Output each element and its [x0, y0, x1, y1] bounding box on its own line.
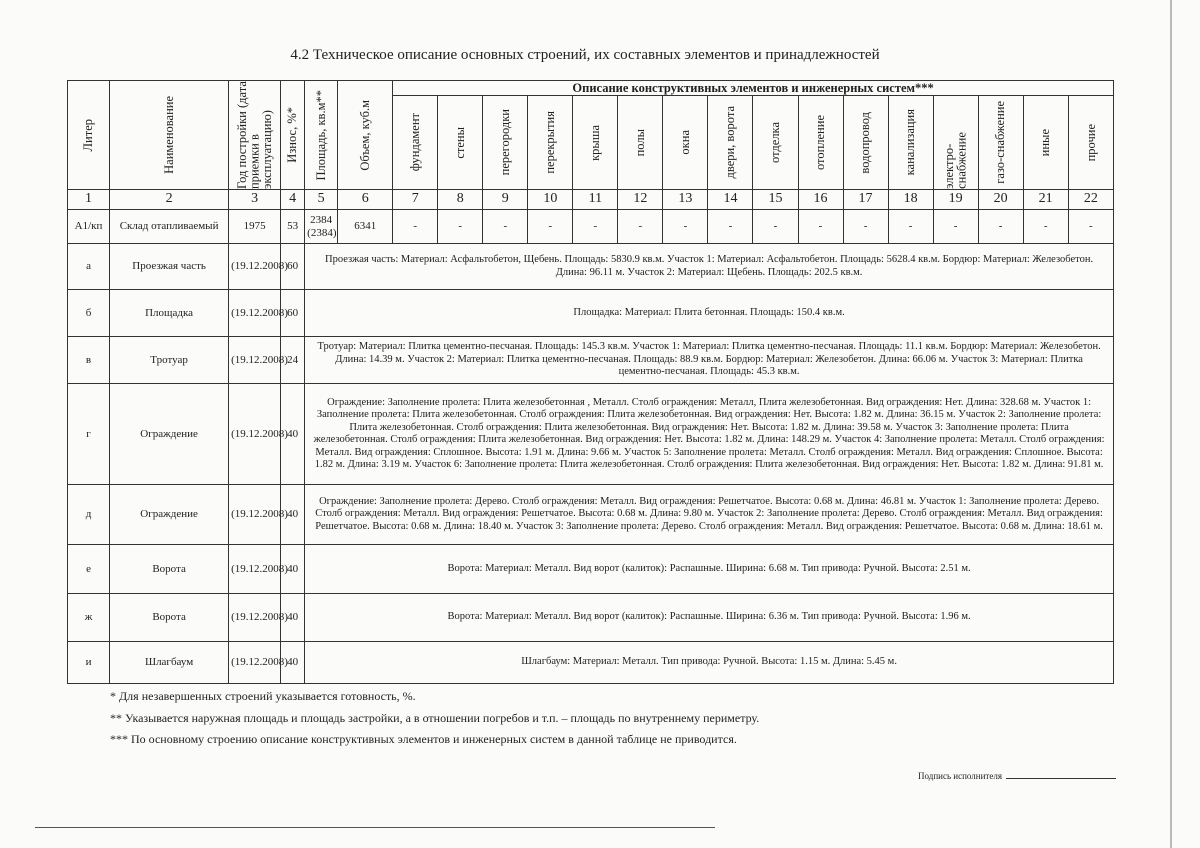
cell-dash: - [978, 210, 1023, 244]
header-subcol [708, 96, 753, 190]
table-row [68, 244, 1114, 290]
header-group: Описание конструктивных элементов и инженерных систем*** [393, 81, 1114, 96]
column-number: 15 [753, 190, 798, 210]
cell-wear: 40 [281, 485, 305, 545]
cell-description: Площадка: Материал: Плита бетонная. Площадь: 150.4 кв.м. [305, 290, 1114, 337]
cell-dash: - [798, 210, 843, 244]
bottom-stamp-strip [35, 805, 715, 828]
header-col [305, 81, 338, 190]
table-row [68, 290, 1114, 337]
cell-wear: 60 [281, 244, 305, 290]
cell-year: (19.12.2008) [229, 290, 281, 337]
column-number: 21 [1023, 190, 1068, 210]
cell-year: (19.12.2008) [229, 384, 281, 485]
header-subcol [1068, 96, 1113, 190]
header-label: отделка [768, 122, 783, 164]
cell-description: Шлагбаум: Материал: Металл. Тип привода: Ручной. Высота: 1.15 м. Длина: 5.45 м. [305, 642, 1114, 684]
header-subcol [393, 96, 438, 190]
cell-description: Проезжая часть: Материал: Асфальтобетон, Щебень. Площадь: 5830.9 кв.м. Участок 1: Материал: Асфальтобетон. Площадь: 5628.4 кв.м. Бордюр: Материал: Железобетон. Длина: 96.11 м. Участок 2: Материал: Щебень. Площадь: 202.5 кв.м. [305, 244, 1114, 290]
footnote-1: * Для незавершенных строений указывается готовность, %. [110, 689, 416, 703]
header-col [68, 81, 110, 190]
column-number: 5 [305, 190, 338, 210]
header-label: окна [678, 130, 693, 155]
header-col [281, 81, 305, 190]
cell-description: Ворота: Материал: Металл. Вид ворот (калиток): Распашные. Ширина: 6.36 м. Тип привода: Ручной. Высота: 1.96 м. [305, 594, 1114, 642]
header-label: Наименование [161, 96, 176, 174]
cell-description: Тротуар: Материал: Плитка цементно-песчаная. Площадь: 145.3 кв.м. Участок 1: Материал: Плитка цементно-песчаная. Площадь: 11.1 кв.м. Бордюр: Материал: Железобетон. Длина: 14.39 м. Участок 2: Материал: Плитка цементно-песчаная. Площадь: 88.9 кв.м. Бордюр: Материал: Железобетон. Длина: 66.06 м. Участок 3: Материал: Плитка цементно-песчаная. Площадь: 45.3 кв.м. [305, 337, 1114, 384]
header-label: канализация [903, 109, 918, 176]
header-col [110, 81, 229, 190]
cell-name: Ограждение [110, 384, 229, 485]
cell-dash: - [1023, 210, 1068, 244]
header-subcol [438, 96, 483, 190]
header-label: иные [1038, 128, 1053, 157]
table-row-main [68, 210, 1114, 244]
page-title: 4.2 Техническое описание основных строений, их составных элементов и принадлежностей [290, 47, 880, 63]
header-label: газо-снабжение [993, 101, 1008, 184]
cell-liter: г [68, 384, 110, 485]
footnote-2: ** Указывается наружная площадь и площадь застройки, а в отношении погребов и т.п. – площадь по внутреннему периметру. [110, 711, 760, 725]
cell-liter: а [68, 244, 110, 290]
cell-liter: б [68, 290, 110, 337]
header-label: перекрытия [543, 111, 558, 174]
cell-wear: 40 [281, 384, 305, 485]
header-subcol [573, 96, 618, 190]
cell-year: (19.12.2008) [229, 337, 281, 384]
header-subcol [843, 96, 888, 190]
header-label: перегородки [498, 109, 513, 176]
column-number: 20 [978, 190, 1023, 210]
cell-dash: - [843, 210, 888, 244]
cell-wear: 40 [281, 594, 305, 642]
cell-liter: ж [68, 594, 110, 642]
cell-name: Ворота [110, 545, 229, 594]
footnote-3: *** По основному строению описание конструктивных элементов и инженерных систем в данной таблице не приводится. [110, 732, 737, 746]
cell-description: Ограждение: Заполнение пролета: Дерево. Столб ограждения: Металл. Вид ограждения: Решетчатое. Высота: 0.68 м. Длина: 46.81 м. Участок 1: Заполнение пролета: Дерево. Столб ограждения: Металл. Вид ограждения: Решетчатое. Высота: 0.68 м. Длина: 9.80 м. Участок 2: Заполнение пролета: Дерево. Столб ограждения: Металл. Вид ограждения: Решетчатое. Высота: 0.68 м. Длина: 18.40 м. Участок 3: Заполнение пролета: Дерево. Столб ограждения: Металл. Вид ограждения: Решетчатое. Высота: 0.68 м. Длина: 18.61 м. [305, 485, 1114, 545]
column-number: 19 [933, 190, 978, 210]
cell-volume: 6341 [338, 210, 393, 244]
column-number: 22 [1068, 190, 1113, 210]
cell-name: Площадка [110, 290, 229, 337]
column-number: 12 [618, 190, 663, 210]
cell-description: Ворота: Материал: Металл. Вид ворот (калиток): Распашные. Ширина: 6.68 м. Тип привода: Ручной. Высота: 2.51 м. [305, 545, 1114, 594]
header-col [229, 81, 281, 190]
cell-liter: д [68, 485, 110, 545]
column-number: 14 [708, 190, 753, 210]
table-row [68, 485, 1114, 545]
header-subcol [888, 96, 933, 190]
header-label: Износ, %* [285, 107, 300, 163]
cell-dash: - [708, 210, 753, 244]
column-number: 4 [281, 190, 305, 210]
column-number: 6 [338, 190, 393, 210]
signature-label: Подпись исполнителя [918, 771, 1002, 781]
cell-dash: - [393, 210, 438, 244]
table-row [68, 594, 1114, 642]
header-label: полы [633, 128, 648, 157]
cell-year: (19.12.2008) [229, 485, 281, 545]
header-label: двери, ворота [723, 106, 738, 179]
header-subcol [933, 96, 978, 190]
cell-wear: 24 [281, 337, 305, 384]
cell-liter: е [68, 545, 110, 594]
cell-dash: - [618, 210, 663, 244]
column-number: 16 [798, 190, 843, 210]
header-label: стены [453, 126, 468, 159]
column-number: 8 [438, 190, 483, 210]
column-number: 11 [573, 190, 618, 210]
cell-dash: - [528, 210, 573, 244]
column-number: 9 [483, 190, 528, 210]
table-row [68, 337, 1114, 384]
header-subcol [753, 96, 798, 190]
cell-liter: А1/кп [68, 210, 110, 244]
cell-year: (19.12.2008) [229, 594, 281, 642]
header-subcol [618, 96, 663, 190]
header-label: фундамент [407, 113, 422, 172]
cell-dash: - [483, 210, 528, 244]
column-number: 1 [68, 190, 110, 210]
cell-dash: - [1068, 210, 1113, 244]
cell-name: Проезжая часть [110, 244, 229, 290]
cell-dash: - [888, 210, 933, 244]
cell-year: 1975 [229, 210, 281, 244]
header-label: Объем, куб.м [357, 99, 372, 171]
cell-dash: - [663, 210, 708, 244]
header-label: прочие [1083, 123, 1098, 162]
header-subcol [1023, 96, 1068, 190]
cell-name: Шлагбаум [110, 642, 229, 684]
column-number: 10 [528, 190, 573, 210]
header-label: Литер [81, 118, 96, 152]
header-subcol [978, 96, 1023, 190]
buildings-table [67, 80, 1114, 684]
header-subcol [663, 96, 708, 190]
column-number: 3 [229, 190, 281, 210]
column-number: 18 [888, 190, 933, 210]
header-label: Площадь, кв.м** [313, 89, 328, 181]
header-col [338, 81, 393, 190]
cell-name: Ворота [110, 594, 229, 642]
signature-line [1006, 778, 1116, 779]
header-subcol [528, 96, 573, 190]
cell-name: Склад отапливаемый [110, 210, 229, 244]
column-number: 7 [393, 190, 438, 210]
table-row [68, 545, 1114, 594]
cell-dash: - [438, 210, 483, 244]
header-label: Год постройки (дата приемки в эксплуатацию) [234, 81, 274, 189]
cell-wear: 40 [281, 642, 305, 684]
column-number: 13 [663, 190, 708, 210]
table-row [68, 642, 1114, 684]
signature-block [918, 771, 1116, 781]
cell-year: (19.12.2008) [229, 244, 281, 290]
header-label: водопровод [858, 111, 873, 174]
cell-wear: 60 [281, 290, 305, 337]
cell-wear: 53 [281, 210, 305, 244]
header-label: отопление [813, 115, 828, 171]
table-row [68, 384, 1114, 485]
header-subcol [483, 96, 528, 190]
column-number: 2 [110, 190, 229, 210]
cell-liter: и [68, 642, 110, 684]
cell-wear: 40 [281, 545, 305, 594]
page-edge [1170, 0, 1172, 848]
header-label: электро-снабжение [942, 132, 969, 189]
cell-dash: - [933, 210, 978, 244]
cell-year: (19.12.2008) [229, 642, 281, 684]
cell-year: (19.12.2008) [229, 545, 281, 594]
header-subcol [798, 96, 843, 190]
column-number: 17 [843, 190, 888, 210]
cell-description: Ограждение: Заполнение пролета: Плита железобетонная , Металл. Столб ограждения: Металл, Плита железобетонная. Вид ограждения: Нет. Длина: 328.68 м. Участок 1: Заполнение пролета: Плита железобетонная. Столб ограждения: Плита железобетонная. Вид ограждения: Нет. Высота: 1.82 м. Длина: 36.15 м. Участок 2: Заполнение пролета: Плита железобетонная. Столб ограждения: Плита железобетонная. Вид ограждения: Нет. Высота: 1.82 м. Длина: 39.58 м. Участок 3: Заполнение пролета: Плита железобетонная. Столб ограждения: Плита железобетонная. Вид ограждения: Нет. Высота: 1.82 м. Длина: 148.29 м. Участок 4: Заполнение пролета: Металл. Столб ограждения: Металл. Вид ограждения: Сплошное. Высота: 1.91 м. Длина: 9.66 м. Участок 5: Заполнение пролета: Металл. Столб ограждения: Металл. Вид ограждения: Сплошное. Высота: 1.82 м. Длина: 3.19 м. Участок 6: Заполнение пролета: Плита железобетонная. Столб ограждения: Плита железобетонная. Вид ограждения: Нет. Высота: 1.82 м. Длина: 91.81 м. [305, 384, 1114, 485]
cell-name: Тротуар [110, 337, 229, 384]
cell-dash: - [573, 210, 618, 244]
cell-area: 2384 (2384) [305, 210, 338, 244]
cell-name: Ограждение [110, 485, 229, 545]
cell-liter: в [68, 337, 110, 384]
header-label: крыша [588, 124, 603, 161]
cell-dash: - [753, 210, 798, 244]
